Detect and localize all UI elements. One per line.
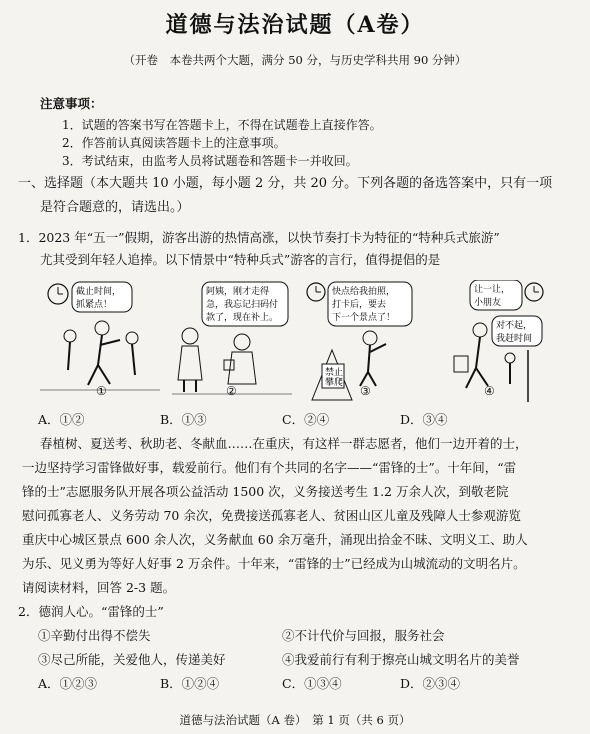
panel-3-bubble-line: 下一个景点了！ bbox=[332, 313, 396, 323]
page-footer: 道德与法治试题（A 卷） 第 1 页（共 6 页） bbox=[179, 713, 411, 727]
notice-item: 1．试题的答案书写在答题卡上，不得在试题卷上直接作答。 bbox=[62, 118, 382, 132]
panel-2-bubble-line: 阿姨，刚才走得 bbox=[206, 287, 270, 297]
panel-4-bubble-line: 小朋友 bbox=[474, 298, 502, 308]
q2-choice-1: ①辛勤付出得不偿失 bbox=[38, 628, 151, 643]
passage-instruction: 请阅读材料，回答 2-3 题。 bbox=[22, 580, 176, 595]
question-2-stem: 2．德润人心。“雷锋的士” bbox=[18, 604, 164, 619]
panel-2-label: ② bbox=[226, 384, 237, 398]
q1-option-a[interactable]: A．①② bbox=[38, 412, 85, 427]
question-1-stem: 1．2023 年“五一”假期，游客出游的热情高涨，以快节奏打卡为特征的“特种兵式旅游” bbox=[18, 230, 500, 245]
page-title: 道德与法治试题（A卷） bbox=[165, 12, 425, 38]
panel-4-bubble-line: 让一让， bbox=[474, 285, 511, 295]
question-1-stem-cont: 尤其受到年轻人追捧。以下情景中“特种兵式”游客的言行，值得提倡的是 bbox=[40, 252, 441, 267]
panel-3-label: ③ bbox=[360, 384, 371, 398]
panel-3-bubble-line: 快点给我拍照， bbox=[332, 287, 396, 297]
panel-1-bubble-line: 截止时间， bbox=[76, 287, 122, 297]
q2-option-b[interactable]: B．①②④ bbox=[160, 676, 220, 691]
panel-3-bubble-line: 打卡后，要去 bbox=[332, 300, 387, 310]
q2-choice-4: ④我爱前行有利于擦亮山城文明名片的美誉 bbox=[282, 652, 520, 667]
notice-item: 3．考试结束，由监考人员将试题卷和答题卡一并收回。 bbox=[62, 154, 358, 168]
panel-2-bubble-line: 款了，现在补上。 bbox=[206, 313, 279, 323]
panel-1-bubble-line: 抓紧点！ bbox=[76, 300, 113, 310]
passage-line: 锋的士”志愿服务队开展各项公益活动 1500 次，义务接送考生 1.2 万余人次，到敬老院 bbox=[22, 484, 509, 499]
q1-option-d[interactable]: D．③④ bbox=[400, 412, 448, 427]
page-subtitle: （开卷 本卷共两个大题，满分 50 分，与历史学科共用 90 分钟） bbox=[123, 53, 467, 67]
notice-heading: 注意事项： bbox=[40, 96, 103, 111]
panel-3-sign-line: 攀爬 bbox=[325, 378, 344, 388]
q1-option-c[interactable]: C．②④ bbox=[282, 412, 330, 427]
panel-2-bubble-line: 急，我忘记扫码付 bbox=[206, 300, 279, 310]
passage-line: 慰问孤寡老人、义务劳动 70 余次，免费接送孤寡老人、贫困山区儿童及残障人士参观游览 bbox=[22, 508, 521, 523]
q2-option-d[interactable]: D．②③④ bbox=[400, 676, 461, 691]
passage-line: 一边坚持学习雷锋做好事，载爱前行。他们有个共同的名字——“雷锋的士”。十年间，“雷 bbox=[22, 460, 517, 475]
passage-line: 重庆中心城区景点 600 余人次，义务献血 60 余万毫升，涌现出拾金不昧、文明义工、助人 bbox=[22, 532, 528, 547]
panel-1-label: ① bbox=[96, 384, 107, 398]
q2-choice-3: ③尽己所能，关爱他人，传递美好 bbox=[38, 652, 226, 667]
q2-option-a[interactable]: A．①②③ bbox=[38, 676, 98, 691]
passage-line: 为乐、见义勇为等好人好事 2 万余件。十年来，“雷锋的士”已经成为山城流动的文明名片。 bbox=[22, 556, 526, 571]
panel-4-bubble2-line: 对不起， bbox=[496, 321, 533, 331]
notice-item: 2．作答前认真阅读答题卡上的注意事项。 bbox=[62, 136, 286, 150]
panel-4-bubble2-line: 我赶时间 bbox=[496, 334, 533, 344]
panel-3-sign-line: 禁止 bbox=[325, 368, 344, 378]
q2-choice-2: ②不计代价与回报，服务社会 bbox=[282, 628, 445, 643]
passage-line: 春植树、夏送考、秋助老、冬献血……在重庆，有这样一群志愿者，他们一边开着的士， bbox=[40, 436, 528, 451]
section-heading: 一、选择题（本大题共 10 小题，每小题 2 分，共 20 分。下列各题的备选答案中，只有一项 bbox=[18, 176, 553, 191]
section-heading-cont: 是符合题意的，请选出。） bbox=[40, 200, 190, 215]
q1-option-b[interactable]: B．①③ bbox=[160, 412, 207, 427]
panel-4-label: ④ bbox=[484, 384, 495, 398]
q2-option-c[interactable]: C．①③④ bbox=[282, 676, 342, 691]
